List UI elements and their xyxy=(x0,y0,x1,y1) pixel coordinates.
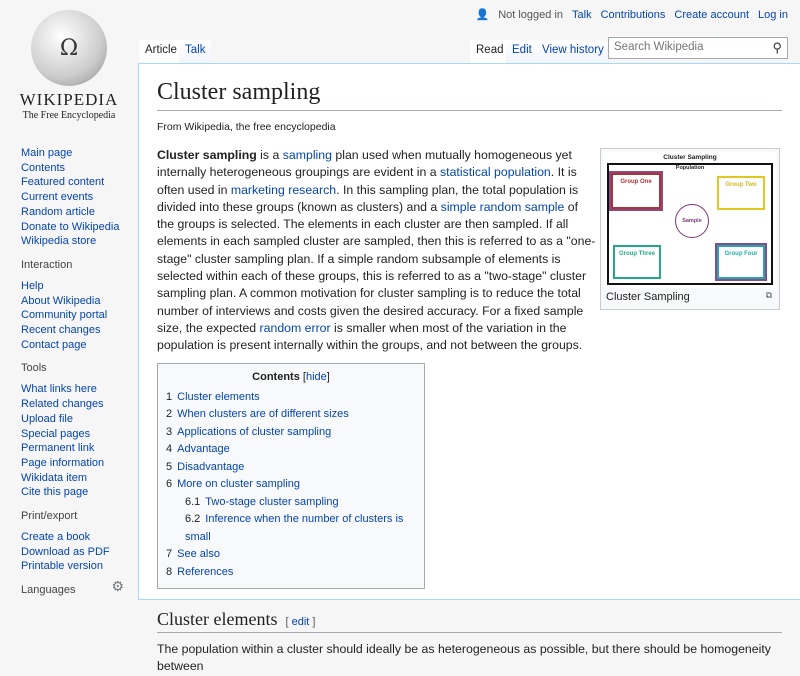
toc-entry[interactable] xyxy=(166,564,416,582)
site-sub: From Wikipedia, the free encyclopedia xyxy=(157,121,336,133)
wikipedia-logo[interactable] xyxy=(14,10,124,121)
sidebar-item-wikidata-item[interactable]: Wikidata item xyxy=(21,471,88,484)
log-in-link[interactable]: Log in xyxy=(758,8,788,21)
tab-view-history[interactable]: View history xyxy=(536,40,610,64)
personal-tools xyxy=(475,8,788,21)
section-edit-link[interactable]: edit xyxy=(291,616,310,629)
toc-number: 6.1 xyxy=(185,495,201,508)
thumbnail-figure[interactable] xyxy=(600,148,780,310)
tools-heading: Tools xyxy=(21,362,47,375)
sidebar-item-related-changes[interactable]: Related changes xyxy=(21,398,104,411)
text-run: is smaller when most of the variation in the population is present internally within the groups, and not between the groups. xyxy=(157,320,583,353)
sidebar-item-current-events[interactable]: Current events xyxy=(21,191,94,204)
sidebar-item-special-pages[interactable]: Special pages xyxy=(21,427,91,440)
link-sampling[interactable]: sampling xyxy=(282,148,332,162)
toc-number: 8 xyxy=(166,565,173,578)
section-heading: Cluster elements [ edit ] xyxy=(157,609,782,633)
sidebar-item-contents[interactable]: Contents xyxy=(21,161,66,174)
toc-entry[interactable] xyxy=(166,476,416,494)
text-run: plan used when mutually homogeneous yet internally heterogeneous groupings are evident in a xyxy=(157,148,572,180)
toc-number: 7 xyxy=(166,548,173,561)
logo-tagline: The Free Encyclopedia xyxy=(22,110,116,121)
toc-entry[interactable] xyxy=(166,441,416,459)
tab-edit[interactable]: Edit xyxy=(506,40,538,64)
sidebar-item-about-wikipedia[interactable]: About Wikipedia xyxy=(21,294,101,307)
sidebar-item-printable-version[interactable]: Printable version xyxy=(21,560,103,573)
sidebar xyxy=(0,140,138,606)
toc-link[interactable]: More on cluster sampling xyxy=(177,478,301,491)
toc-number: 5 xyxy=(166,460,173,473)
search-input[interactable] xyxy=(608,37,788,59)
search-placeholder: Search Wikipedia xyxy=(614,41,704,53)
bold-term: Cluster sampling xyxy=(157,148,257,162)
toc-link[interactable]: Applications of cluster sampling xyxy=(177,425,332,438)
sidebar-item-random-article[interactable]: Random article xyxy=(21,205,95,218)
text-run: is a xyxy=(256,148,283,162)
link-statistical-population[interactable]: statistical population xyxy=(440,165,551,180)
enlarge-icon[interactable]: ⧉ xyxy=(765,290,772,300)
sidebar-item-help[interactable]: Help xyxy=(21,279,44,292)
toc-link[interactable]: References xyxy=(177,565,234,578)
thumb-caption: Cluster Sampling xyxy=(606,291,690,303)
toc-link[interactable]: Disadvantage xyxy=(177,460,245,473)
tab-talk[interactable]: Talk xyxy=(179,40,211,64)
sidebar-item-page-information[interactable]: Page information xyxy=(21,456,105,469)
sidebar-item-community-portal[interactable]: Community portal xyxy=(21,309,108,322)
create-account-link[interactable]: Create account xyxy=(674,8,750,21)
languages-heading: Languages xyxy=(21,584,76,597)
sidebar-item-create-a-book[interactable]: Create a book xyxy=(21,531,91,544)
toc-link[interactable]: See also xyxy=(177,548,220,561)
toc-number: 1 xyxy=(166,390,173,403)
text-run: of the groups is selected. The elements in each cluster are then sampled. If all elements in each sampled cluster are sampled, then this is referred to as a "one-stage" cluster sampling plan. If a simple random subsample of elements is selected within each of these groups, this is referred to as a "two-stage" cluster sampling plan. A common motivation for cluster sampling is to reduce the total number of interviews and costs given the desired accuracy. For a fixed sample size, the expected xyxy=(157,199,596,335)
print-heading: Print/export xyxy=(21,510,78,523)
sidebar-item-cite-this-page[interactable]: Cite this page xyxy=(21,486,89,499)
article-content xyxy=(138,63,800,674)
image-population: Population xyxy=(675,165,705,171)
sidebar-item-wikipedia-store[interactable]: Wikipedia store xyxy=(21,235,97,248)
table-of-contents: Contents [hide] 1 Cluster elements 2 When clusters are of different sizes 3 Applications of cluster sampling 4 Advantage 5 Disadvantage 6 More on cluster sampling 6.1 Two-stage cluster sampling 6.2 Inference when the number of clusters is small 7 See also 8 References xyxy=(157,363,425,590)
sidebar-interaction xyxy=(0,259,138,353)
toc-number: 3 xyxy=(166,425,173,438)
toc-link[interactable]: Cluster elements xyxy=(177,390,260,403)
toc-link[interactable]: Inference when the number of clusters is small xyxy=(185,513,404,543)
toc-number: 6 xyxy=(166,478,173,491)
toc-entry[interactable] xyxy=(166,424,416,442)
contributions-link[interactable]: Contributions xyxy=(600,8,666,21)
gear-icon[interactable]: ⚙ xyxy=(111,578,124,595)
sidebar-navigation xyxy=(0,146,138,249)
text-run: . It is often used in xyxy=(157,165,577,197)
section-title: Cluster elements xyxy=(157,609,278,630)
toc-hide-link[interactable]: hide xyxy=(305,370,327,383)
user-icon: 👤 xyxy=(475,9,490,21)
toc-title: Contents xyxy=(252,370,300,383)
page-title: Cluster sampling xyxy=(157,79,782,111)
sidebar-item-recent-changes[interactable]: Recent changes xyxy=(21,324,101,337)
cluster-sampling-image[interactable] xyxy=(604,152,776,288)
sidebar-print xyxy=(0,510,138,574)
sidebar-item-what-links-here[interactable]: What links here xyxy=(21,383,97,396)
link-simple-random-sample[interactable]: simple random sample xyxy=(440,199,565,214)
toc-link[interactable]: Advantage xyxy=(177,443,230,456)
sample-circle: Sample xyxy=(675,204,709,238)
sidebar-item-permanent-link[interactable]: Permanent link xyxy=(21,442,95,455)
not-logged-in: Not logged in xyxy=(498,8,564,21)
group-one: Group One xyxy=(620,179,652,185)
link-marketing-research[interactable]: marketing research xyxy=(230,182,337,197)
globe-icon: Ω xyxy=(31,10,107,86)
toc-entry[interactable] xyxy=(166,546,416,564)
link-random-error[interactable]: random error xyxy=(259,320,331,335)
toc-number: 2 xyxy=(166,408,173,421)
sidebar-item-donate-to-wikipedia[interactable]: Donate to Wikipedia xyxy=(21,220,120,233)
text-run: . In this sampling plan, the total population is divided into these groups (known as clusters) and a xyxy=(157,182,579,214)
toc-entry[interactable] xyxy=(166,406,416,424)
group-three: Group Three xyxy=(618,251,655,257)
sidebar-item-contact-page[interactable]: Contact page xyxy=(21,338,87,351)
toc-entry[interactable] xyxy=(166,511,416,546)
logo-wordmark: WIKIPEDIA xyxy=(19,90,119,109)
intro-paragraph xyxy=(157,147,597,355)
group-four: Group Four xyxy=(724,251,758,257)
sidebar-languages xyxy=(0,578,138,597)
search-icon[interactable]: ⚲ xyxy=(772,40,782,55)
toc-link[interactable]: When clusters are of different sizes xyxy=(177,408,349,421)
toc-entry[interactable] xyxy=(166,459,416,477)
image-title: Cluster Sampling xyxy=(663,154,717,161)
tab-read[interactable]: Read xyxy=(470,40,510,64)
section-paragraph: The population within a cluster should ideally be as heterogeneous as possible, but there should be homogeneity between xyxy=(157,642,771,674)
talk-link[interactable]: Talk xyxy=(572,8,592,21)
sidebar-tools xyxy=(0,362,138,500)
group-two: Group Two xyxy=(725,182,757,188)
sidebar-item-upload-file[interactable]: Upload file xyxy=(21,412,73,425)
toc-link[interactable]: Two-stage cluster sampling xyxy=(205,495,339,508)
sidebar-item-featured-content[interactable]: Featured content xyxy=(21,176,105,189)
interaction-heading: Interaction xyxy=(21,258,73,271)
toc-number: 4 xyxy=(166,443,173,456)
sidebar-item-main-page[interactable]: Main page xyxy=(21,147,73,159)
toc-entry[interactable] xyxy=(166,494,416,512)
sidebar-item-download-as-pdf[interactable]: Download as PDF xyxy=(21,545,110,558)
tab-article[interactable]: Article xyxy=(139,40,183,64)
toc-entry[interactable] xyxy=(166,389,416,407)
toc-number: 6.2 xyxy=(185,513,201,526)
